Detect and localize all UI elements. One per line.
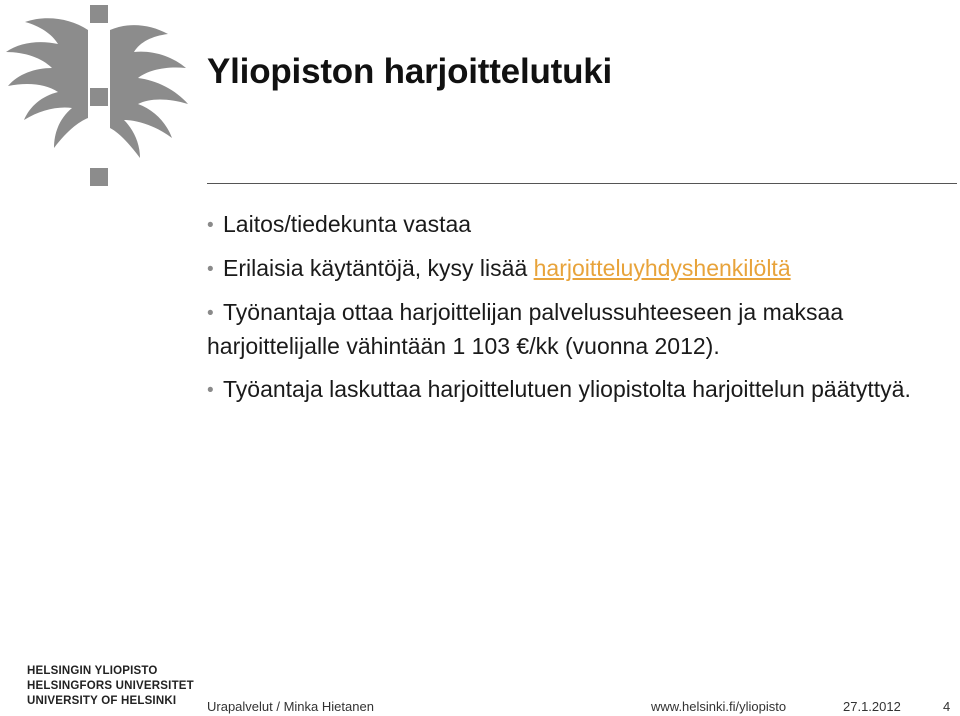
bullet-text: Työnantaja ottaa harjoittelijan palvelussuhteeseen ja maksaa harjoittelijalle vähintään 1 103 €/kk (vuonna 2012).: [207, 299, 844, 359]
page-number: 4: [943, 699, 951, 714]
bullet-dot-icon: •: [207, 380, 214, 401]
footer-date: 27.1.2012: [843, 699, 901, 714]
bullet-dot-icon: •: [207, 215, 214, 236]
bullet-item: [207, 208, 947, 242]
bullet-text: Erilaisia käytäntöjä, kysy lisää: [223, 255, 534, 281]
wordmark-line-fi: HELSINGIN YLIOPISTO: [27, 665, 158, 677]
contact-person-link[interactable]: harjoitteluyhdyshenkilöltä: [533, 255, 791, 281]
footer-author: Urapalvelut / Minka Hietanen: [207, 699, 374, 714]
university-flame-logo-icon: [0, 0, 210, 190]
slide-title: Yliopiston harjoittelutuki: [207, 52, 613, 91]
university-wordmark: [27, 664, 194, 709]
title-divider: [207, 183, 957, 184]
bullet-text: Laitos/tiedekunta vastaa: [223, 211, 472, 237]
bullet-dot-icon: •: [207, 259, 214, 280]
bullet-dot-icon: •: [207, 303, 214, 324]
wordmark-line-sv: HELSINGFORS UNIVERSITET: [27, 680, 194, 692]
bullet-text: Työantaja laskuttaa harjoittelutuen yliopistolta harjoittelun päätyttyä.: [223, 376, 911, 402]
footer-url: www.helsinki.fi/yliopisto: [651, 699, 787, 714]
bullet-item: [207, 373, 947, 407]
bullet-item: [207, 296, 947, 363]
bullet-list: [207, 208, 947, 417]
wordmark-line-en: UNIVERSITY OF HELSINKI: [27, 695, 177, 707]
bullet-item: [207, 252, 947, 286]
